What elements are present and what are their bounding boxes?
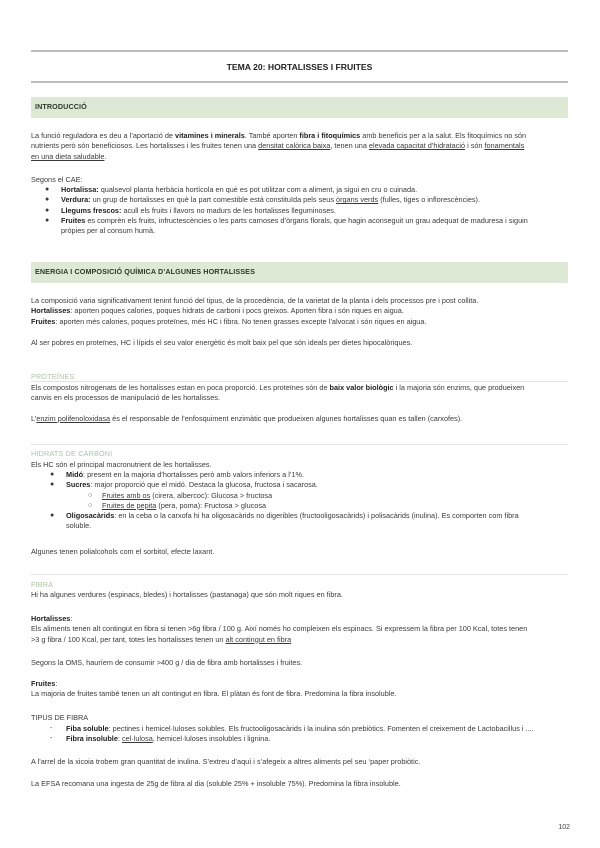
section-energia-title: ENERGIA I COMPOSICIÓ QUÍMICA D’ALGUNES HORTALISSES: [35, 267, 255, 276]
section-intro-header: [31, 97, 568, 118]
intro-paragraph: [31, 131, 571, 162]
subsection-proteines-title: PROTEÏNES: [31, 372, 75, 381]
fibra-tipus-label: TIPUS DE FIBRA: [31, 713, 89, 722]
subsection-rule: [31, 444, 568, 445]
fibra-efsa: La EFSA recomana una ingesta de 25g de fibra al dia (soluble 25% + insoluble 75%). Predomina la fibra insoluble.: [31, 779, 401, 788]
intro-line-3: en una dieta saludable.: [31, 151, 107, 161]
proteines-paragraph-2: L’enzim polifenoloxidasa és el responsable de l’enfosquiment enzimàtic que produeixen algunes hortalisses quan es tallen (carxofes).: [31, 414, 463, 423]
hidrats-paragraph-2: Algunes tenen polialcohols com el sorbitol, efecte laxant.: [31, 547, 215, 556]
subsection-rule: [31, 574, 568, 575]
title-rule: [31, 81, 568, 83]
page-number: 102: [558, 824, 570, 831]
list-item: ● Verdura: un grup de hortalisses en què la part comestible està constituïda pels seus òrgans verds (fulles, tiges o inflorescències).: [45, 195, 480, 205]
hidrats-intro: Els HC són el principal macronutrient de les hortalisses.: [31, 460, 212, 469]
subsection-rule: [31, 381, 568, 382]
fibra-tipus-list: [50, 724, 571, 745]
list-item: - Fibra insoluble: cel·lulosa, hemicel·luloses insolubles i lignina.: [50, 734, 271, 744]
energia-paragraph: La composició varia significativament tenint funció del tipus, de la procedència, de la varietat de la planta i dels processos pre i post collita. Hortalisses: aporten poques calories, poques hidrats de carboni i pocs greixos. Aporten fibra i són riques en aigua. Fruites: aporten més calories, poques proteïnes, més HC i fibra. No tenen grasses excepte l’alvocat i són riques en aigua.: [31, 296, 479, 326]
list-item: ● Sucres: major proporció que el midó. Destaca la glucosa, fructosa i sacarosa.: [50, 480, 318, 490]
fibra-fruites: Fruites: La majoria de fruites també tenen un alt contingut en fibra. El plàtan és font de fibra. Predomina la fibra insoluble.: [31, 679, 397, 699]
list-item-cont: pròpies per al consum humà.: [61, 226, 156, 236]
subsection-hidrats-title: HIDRATS DE CARBONI: [31, 449, 113, 458]
list-item: ● Oligosacàrids: en la ceba o la carxofa hi ha oligosacàrids no digeribles (fructooligosacàrids) i polisacàrids (inulina). Es comporten com fibra: [50, 511, 519, 521]
cae-list: [45, 185, 571, 236]
fibra-xicoia: A l’arrel de la xicoia trobem gran quantitat de inulina. S’extreu d’aquí i s’afegeix a altres aliments pel seu ‘paper probiòtic.: [31, 757, 421, 766]
list-item: - Fiba soluble: pectines i hemicel·luloses solubles. Els fructooligosacàrids i la inulina són prebiòtics. Fomenten el creixement de Lactobacillus i ....: [50, 724, 534, 733]
list-item-cont: soluble.: [66, 521, 92, 531]
list-item: ● Hortalissa: qualsevol planta herbàcia hortícola en què es pot utilitzar com a aliment, ja sigui en cru o cuinada.: [45, 185, 418, 194]
proteines-paragraph: Els compostos nitrogenats de les hortalisses estan en poca proporció. Les proteïnes són de baix valor biològic i la majoria són enzims, que produeixen canvis en els processos de manipulació de les hortalisses.: [31, 383, 525, 403]
subsection-fibra-title: FIBRA: [31, 580, 54, 589]
hidrats-list: [50, 470, 571, 532]
cae-label: Segons el CAE:: [31, 175, 83, 184]
top-rule: [31, 50, 568, 52]
list-item: ● Llegums frescos: acull els fruits i llavors no madurs de les hortalisses lleguminoses.: [45, 205, 336, 215]
list-item: ● Fruites es comprèn els fruits, infructescències o les parts carnoses d’òrgans florals, que hagin aconseguit un grau adequat de maduresa i siguin: [45, 215, 528, 225]
fibra-oms: Segons la OMS, hauríem de consumir >400 g / dia de fibra amb hortalisses i fruites.: [31, 658, 303, 667]
list-item: ● Midó: present en la majoria d’hortalisses però amb valors inferiors a l’1%.: [50, 470, 305, 479]
page-title: TEMA 20: HORTALISSES I FRUITES: [226, 62, 373, 72]
fibra-intro: Hi ha algunes verdures (espinacs, bledes) i hortalisses (pastanaga) que són molt riques en fibra.: [31, 590, 343, 599]
intro-line-2: nutrients però són beneficiosos. Les hortalisses i les fruites tenen una densitat calòrica baixa, tenen una elevada capacitat d’hidratació i són fonamentals: [31, 141, 525, 151]
energia-paragraph-2: Al ser pobres en proteïnes, HC i lípids el seu valor energètic és molt baix pel que són ideals per dietes hipocalòriques.: [31, 338, 413, 347]
intro-line-1: La funció reguladora es deu a l’aportació de vitamines i minerals. També aporten fibra i fitoquímics amb beneficis per a la salut. Els fitoquímics no són: [31, 131, 527, 140]
sub-list-item: ○ Fruites de pepita (pera, poma): Fructosa > glucosa: [88, 500, 267, 510]
sub-list-item: ○ Fruites amb os (cirera, albercoc): Glucosa > fructosa: [88, 490, 273, 500]
fibra-hortalisses: Hortalisses: Els aliments tenen alt contingut en fibra si tenen >6g fibra / 100 g. Així només ho compleixen els espinacs. Si expressem la fibra per 100 Kcal, totes tenen >3 g fibra / 100 Kcal, per tant, totes les hortalisses tenen un alt contingut en fibra: [31, 614, 528, 644]
section-intro-title: INTRODUCCIÓ: [35, 102, 87, 111]
section-energia-header: [31, 262, 568, 283]
